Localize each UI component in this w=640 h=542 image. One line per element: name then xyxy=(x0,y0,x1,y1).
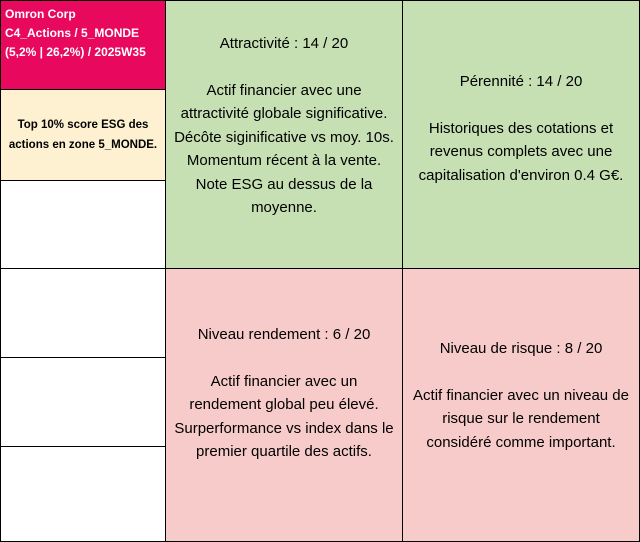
risque-line: Actif financier avec un niveau de xyxy=(413,386,629,404)
attractivite-panel xyxy=(166,1,403,269)
asset-name: Omron Corp xyxy=(5,7,76,21)
risque-heading: Niveau de risque : 8 / 20 xyxy=(439,340,603,357)
attractivite-line: Actif financier avec une xyxy=(206,81,362,99)
esg-badge xyxy=(1,90,166,181)
perennite-line: capitalisation d'environ 0.4 G€. xyxy=(418,166,624,184)
esg-text: Top 10% score ESG des actions en zone 5_MONDE. xyxy=(8,119,158,151)
rendement-line: rendement global peu élevé. xyxy=(189,396,379,413)
perennite-line: revenus complets avec une xyxy=(429,143,613,160)
empty-cell xyxy=(1,181,166,269)
empty-cell xyxy=(1,358,166,447)
rendement-heading: Niveau rendement : 6 / 20 xyxy=(197,326,371,343)
asset-title-block xyxy=(1,1,166,90)
asset-period: (5,2% | 26,2%) / 2025W35 xyxy=(5,45,146,59)
risque-panel xyxy=(403,269,639,541)
rendement-line: Actif financier avec un xyxy=(210,372,358,390)
attractivite-line: Momentum récent à la vente. xyxy=(186,152,382,169)
asset-category: C4_Actions / 5_MONDE xyxy=(5,26,140,40)
perennite-line: Historiques des cotations et xyxy=(428,119,614,137)
attractivite-line: attractivité globale significative. xyxy=(180,105,388,122)
perennite-heading: Pérennité : 14 / 20 xyxy=(459,73,583,90)
risque-line: risque sur le rendement xyxy=(442,410,600,427)
rendement-panel xyxy=(166,269,403,541)
risque-line: considéré comme important. xyxy=(426,433,616,451)
rendement-line: premier quartile des actifs. xyxy=(196,443,372,460)
rendement-line: Surperformance vs index dans le xyxy=(174,419,394,437)
empty-cell xyxy=(1,269,166,358)
attractivite-heading: Attractivité : 14 / 20 xyxy=(219,35,349,52)
attractivite-line: Décôte siginificative vs moy. 10s. xyxy=(174,128,394,146)
perennite-panel xyxy=(403,1,639,269)
attractivite-line: Note ESG au dessus de la xyxy=(195,175,373,193)
empty-cell xyxy=(1,447,166,541)
attractivite-line: moyenne. xyxy=(251,199,317,216)
